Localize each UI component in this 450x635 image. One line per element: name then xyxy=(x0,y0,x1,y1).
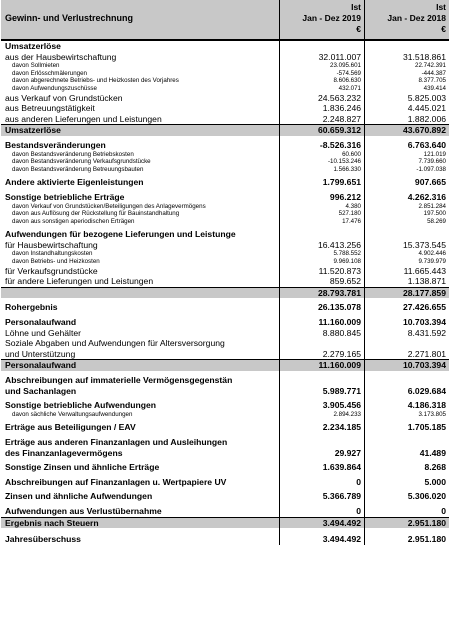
table-row xyxy=(1,477,449,488)
value-2018: 9.739.979 xyxy=(364,258,449,266)
value-2019 xyxy=(279,229,364,240)
value-2018: 3.173.805 xyxy=(364,411,449,419)
value-2018: 11.665.443 xyxy=(364,266,449,277)
value-2018 xyxy=(364,338,449,349)
value-2018: 6.763.640 xyxy=(364,140,449,151)
value-2018: 28.177.859 xyxy=(364,288,449,299)
value-2018: 4.186.318 xyxy=(364,400,449,411)
value-2019: 1.639.864 xyxy=(279,462,364,473)
value-2018: 41.489 xyxy=(364,448,449,459)
value-2019: 527.180 xyxy=(279,210,364,218)
row-label xyxy=(1,288,279,299)
value-2019: 11.160.009 xyxy=(279,360,364,371)
column-header-2018 xyxy=(364,0,449,39)
value-2019: 60.659.312 xyxy=(279,125,364,136)
value-2018: 197.500 xyxy=(364,210,449,218)
value-2018: 15.373.545 xyxy=(364,240,449,251)
col2-line2: Jan - Dez 2018 xyxy=(387,13,446,23)
table-row xyxy=(1,534,449,545)
table-row xyxy=(1,302,449,313)
value-2018: 1.882.006 xyxy=(364,114,449,125)
row-label: davon Bestandsveränderung Betreuungsbauten xyxy=(12,165,144,173)
col1-line2: Jan - Dez 2019 xyxy=(302,13,361,23)
row-label: aus anderen Lieferungen und Leistungen xyxy=(5,113,162,124)
value-2018: 1.138.871 xyxy=(364,276,449,287)
value-2018: 907.665 xyxy=(364,177,449,188)
table-header xyxy=(1,0,449,40)
table-row xyxy=(1,62,449,70)
value-2018: 2.851.284 xyxy=(364,203,449,211)
col1-currency: € xyxy=(356,24,361,34)
value-2019: 5.366.789 xyxy=(279,491,364,502)
row-label: aus Betreuungstätigkeit xyxy=(5,103,95,114)
row-label: für Verkaufsgrundstücke xyxy=(5,265,98,276)
value-2018: 43.670.892 xyxy=(364,125,449,136)
value-2019 xyxy=(279,437,364,448)
row-label: Erträge aus Beteiligungen / EAV xyxy=(5,422,136,433)
row-label: Jahresüberschuss xyxy=(5,534,81,545)
value-2019: 2.234.185 xyxy=(279,422,364,433)
table-row xyxy=(1,375,449,386)
row-label: Personalaufwand xyxy=(5,317,77,328)
table-row xyxy=(1,93,449,104)
value-2019: 60.600 xyxy=(279,151,364,159)
table-row xyxy=(1,192,449,203)
table-row xyxy=(1,517,449,529)
value-2019: 3.494.492 xyxy=(279,534,364,545)
value-2018: 10.703.394 xyxy=(364,360,449,371)
row-label: Andere aktivierte Eigenleistungen xyxy=(5,177,144,188)
row-label: Bestandsveränderungen xyxy=(5,139,106,150)
table-row xyxy=(1,210,449,218)
row-label: Aufwendungen für bezogene Lieferungen und Leistunge xyxy=(5,229,236,240)
table-row xyxy=(1,166,449,174)
value-2018: 0 xyxy=(364,506,449,517)
value-2019: -574.569 xyxy=(279,70,364,78)
row-label: davon Bestandsveränderung Verkaufsgrundstücke xyxy=(12,158,151,166)
table-row xyxy=(1,349,449,360)
value-2018: 4.445.021 xyxy=(364,103,449,114)
table-row xyxy=(1,77,449,85)
table-row xyxy=(1,411,449,419)
value-2019: 11.520.873 xyxy=(279,266,364,277)
col1-line1: Ist xyxy=(351,2,361,12)
value-2019: 9.969.108 xyxy=(279,258,364,266)
row-label: Umsatzerlöse xyxy=(5,125,61,136)
table-row xyxy=(1,240,449,251)
table-row xyxy=(1,437,449,448)
value-2019: 11.160.009 xyxy=(279,317,364,328)
statement-title: Gewinn- und Verlustrechnung xyxy=(5,13,134,23)
row-label: davon Verkauf von Grundstücken/Beteiligungen des Anlagevermögens xyxy=(12,202,206,210)
row-label: Aufwendungen aus Verlustübernahme xyxy=(5,505,162,516)
value-2019: 4.380 xyxy=(279,203,364,211)
row-label: des Finanzanlagevermögens xyxy=(5,447,123,458)
value-2018: 8.377.705 xyxy=(364,77,449,85)
row-label: aus der Hausbewirtschaftung xyxy=(5,51,117,62)
value-2019: 32.011.007 xyxy=(279,52,364,63)
row-label: davon Sollmieten xyxy=(12,62,60,70)
value-2018: 1.705.185 xyxy=(364,422,449,433)
value-2019: 8.880.845 xyxy=(279,328,364,339)
value-2019: 23.095.601 xyxy=(279,62,364,70)
row-label: davon sächliche Verwaltungsaufwendungen xyxy=(12,410,133,418)
value-2019: 1.566.330 xyxy=(279,166,364,174)
value-2018: 439.414 xyxy=(364,85,449,93)
table-row xyxy=(1,258,449,266)
value-2019: 2.248.827 xyxy=(279,114,364,125)
row-label: Umsatzerlöse xyxy=(5,41,61,51)
value-2018 xyxy=(364,437,449,448)
value-2019: 2.279.165 xyxy=(279,349,364,360)
table-row xyxy=(1,386,449,397)
value-2018: 8.268 xyxy=(364,462,449,473)
value-2019: 16.413.256 xyxy=(279,240,364,251)
row-label: Abschreibungen auf Finanzanlagen u. Wertpapiere UV xyxy=(5,476,227,487)
value-2018: 5.825.003 xyxy=(364,93,449,104)
value-2019 xyxy=(279,375,364,386)
value-2018: 58.269 xyxy=(364,218,449,226)
table-row xyxy=(1,506,449,517)
value-2018: 31.518.861 xyxy=(364,52,449,63)
table-row xyxy=(1,203,449,211)
row-label: Abschreibungen auf immaterielle Vermögensgegenstän xyxy=(5,375,233,385)
col2-line1: Ist xyxy=(436,2,446,12)
row-label: Ergebnis nach Steuern xyxy=(5,517,99,528)
value-2019 xyxy=(279,41,364,52)
table-row xyxy=(1,338,449,349)
row-label: davon aus sonstigen aperiodischen Erträgen xyxy=(12,217,135,225)
value-2019: 0 xyxy=(279,477,364,488)
row-label: Soziale Abgaben und Aufwendungen für Altersversorgung xyxy=(5,338,225,349)
value-2019: 0 xyxy=(279,506,364,517)
value-2019: 24.563.232 xyxy=(279,93,364,104)
value-2018: 10.703.394 xyxy=(364,317,449,328)
value-2018: 4.902.446 xyxy=(364,250,449,258)
row-label: für andere Lieferungen und Leistungen xyxy=(5,276,154,287)
row-label: für Hausbewirtschaftung xyxy=(5,239,98,250)
value-2019: -8.526.316 xyxy=(279,140,364,151)
value-2019: -10.153.246 xyxy=(279,158,364,166)
row-label: davon abgerechnete Betriebs- und Heizkosten des Vorjahres xyxy=(12,77,179,85)
value-2018 xyxy=(364,375,449,386)
row-label: Löhne und Gehälter xyxy=(5,327,81,338)
value-2019: 3.905.456 xyxy=(279,400,364,411)
table-row xyxy=(1,70,449,78)
value-2019: 432.071 xyxy=(279,85,364,93)
value-2018: 2.951.180 xyxy=(364,518,449,529)
value-2018: 8.431.592 xyxy=(364,328,449,339)
value-2018: 5.000 xyxy=(364,477,449,488)
value-2019: 996.212 xyxy=(279,192,364,203)
row-label: und Sachanlagen xyxy=(5,385,77,396)
table-row xyxy=(1,229,449,240)
row-label: davon Instandhaltungskosten xyxy=(12,250,93,258)
table-row xyxy=(1,328,449,339)
value-2018: -1.097.038 xyxy=(364,166,449,174)
col2-currency: € xyxy=(441,24,446,34)
row-label: Rohergebnis xyxy=(5,302,58,313)
value-2018: -444.387 xyxy=(364,70,449,78)
table-row xyxy=(1,158,449,166)
value-2019: 859.652 xyxy=(279,276,364,287)
value-2018 xyxy=(364,41,449,52)
table-row xyxy=(1,400,449,411)
table-row xyxy=(1,276,449,287)
row-label: Erträge aus anderen Finanzanlagen und Ausleihungen xyxy=(5,436,228,447)
value-2018 xyxy=(364,229,449,240)
table-row xyxy=(1,40,449,52)
table-row xyxy=(1,448,449,459)
value-2019: 1.799.651 xyxy=(279,177,364,188)
row-label: davon Betriebs- und Heizkosten xyxy=(12,258,100,266)
table-row xyxy=(1,491,449,502)
value-2019: 2.894.233 xyxy=(279,411,364,419)
table-row xyxy=(1,151,449,159)
row-label: aus Verkauf von Grundstücken xyxy=(5,92,123,103)
value-2018: 27.426.655 xyxy=(364,302,449,313)
row-label: Personalaufwand xyxy=(5,360,77,371)
value-2019: 29.927 xyxy=(279,448,364,459)
value-2018: 121.019 xyxy=(364,151,449,159)
value-2018: 4.262.316 xyxy=(364,192,449,203)
row-label: Zinsen und ähnliche Aufwendungen xyxy=(5,491,153,502)
value-2019: 28.793.781 xyxy=(279,288,364,299)
column-header-2019 xyxy=(279,0,364,39)
row-label: davon aus Auflösung der Rückstellung für Bauinstandhaltung xyxy=(12,210,180,218)
table-row xyxy=(1,317,449,328)
value-2018: 6.029.684 xyxy=(364,386,449,397)
row-label: davon Aufwendungszuschüsse xyxy=(12,84,97,92)
table-row xyxy=(1,218,449,226)
table-row xyxy=(1,462,449,473)
income-statement-table xyxy=(1,0,449,545)
row-label: davon Bestandsveränderung Betriebskosten xyxy=(12,150,134,158)
table-row xyxy=(1,177,449,188)
row-label: und Unterstützung xyxy=(5,348,76,359)
row-label: davon Erlösschmälerungen xyxy=(12,69,87,77)
table-row xyxy=(1,422,449,433)
row-label: Sonstige Zinsen und ähnliche Erträge xyxy=(5,462,160,473)
value-2018: 2.951.180 xyxy=(364,534,449,545)
value-2019: 5.788.552 xyxy=(279,250,364,258)
table-row xyxy=(1,114,449,125)
table-row xyxy=(1,140,449,151)
value-2019: 17.476 xyxy=(279,218,364,226)
value-2018: 7.739.660 xyxy=(364,158,449,166)
table-row xyxy=(1,124,449,136)
value-2018: 2.271.801 xyxy=(364,349,449,360)
table-body xyxy=(1,40,449,545)
value-2019: 5.989.771 xyxy=(279,386,364,397)
value-2019: 3.494.492 xyxy=(279,518,364,529)
table-row xyxy=(1,52,449,63)
table-row xyxy=(1,266,449,277)
value-2019: 1.836.246 xyxy=(279,103,364,114)
value-2018: 5.306.020 xyxy=(364,491,449,502)
row-label: Sonstige betriebliche Aufwendungen xyxy=(5,400,157,411)
table-row xyxy=(1,359,449,371)
table-row xyxy=(1,250,449,258)
table-row xyxy=(1,287,449,299)
value-2019: 8.606.630 xyxy=(279,77,364,85)
table-row xyxy=(1,85,449,93)
row-label: Sonstige betriebliche Erträge xyxy=(5,191,125,202)
table-row xyxy=(1,103,449,114)
value-2019 xyxy=(279,338,364,349)
value-2018: 22.742.391 xyxy=(364,62,449,70)
value-2019: 26.135.078 xyxy=(279,302,364,313)
